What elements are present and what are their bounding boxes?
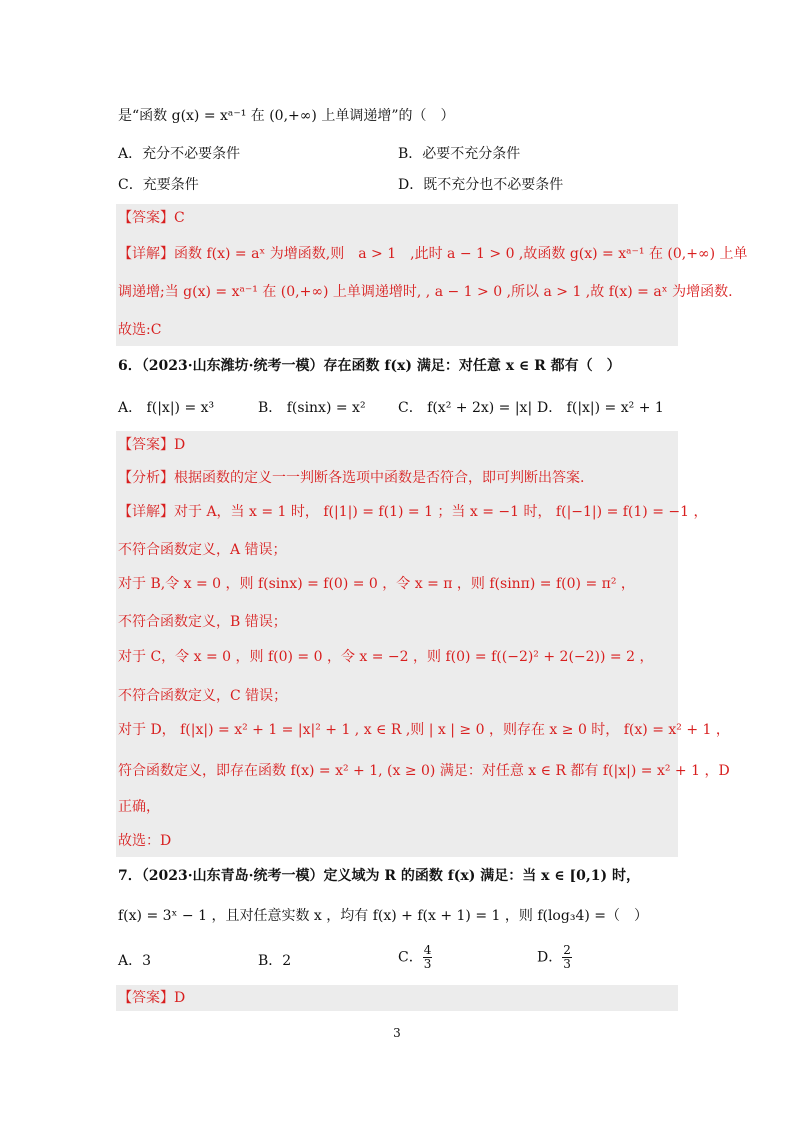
q7-option-c-prefix: C． [398,949,423,966]
q6-detail-line-5: 对于 C，令 x = 0 ，则 f(0) = 0 ，令 x = −2 ，则 f(0) = f((−2)² + 2(−2)) = 2 ， [118,649,654,665]
q6-option-c: C． f(x² + 2x) = |x| [398,400,533,416]
q6-detail-line-10: 故选：D [118,833,172,849]
q6-option-d: D． f(|x|) = x² + 1 [537,400,664,416]
q7-stem-text-1: 7．（2023·山东青岛·统考一模）定义域为 R 的函数 f(x) 满足：当 x ∈ [0,1) 时， [118,868,641,884]
q7-option-c-denominator: 3 [423,957,432,971]
q5-detail-line-1: 【详解】函数 f(x) = aˣ 为增函数,则 a > 1 ,此时 a − 1 > 0 ,故函数 g(x) = xᵃ⁻¹ 在 (0,+∞) 上单 [118,246,748,262]
q7-option-c-numerator: 4 [423,943,432,957]
q6-detail-line-3: 对于 B,令 x = 0 ，则 f(sinx) = f(0) = 0 ，令 x = π ，则 f(sinπ) = f(0) = π² ， [118,576,635,592]
q5-detail-line-3: 故选:C [118,322,162,338]
q5-answer: 【答案】C [118,210,185,226]
q7-option-d-numerator: 2 [563,943,571,957]
q7-option-c [398,944,432,971]
q7-stem-line-1 [118,866,640,886]
q7-solution-box [116,985,678,1011]
q7-answer: 【答案】D [118,990,186,1006]
q6-detail-line-6: 不符合函数定义，C 错误； [118,688,288,704]
q7-option-c-fraction [423,944,433,971]
q6-detail-line-8: 符合函数定义，即存在函数 f(x) = x² + 1, (x ≥ 0) 满足：对任意 x ∈ R 都有 f(|x|) = x² + 1 ，D [118,763,730,779]
q6-answer: 【答案】D [118,437,186,453]
q6-detail-line-7: 对于 D， f(|x|) = x² + 1 = |x|² + 1 , x ∈ R ,则 | x | ≥ 0 ，则存在 x ≥ 0 时， f(x) = x² + 1 ， [118,722,730,738]
q6-analysis: 【分析】根据函数的定义一一判断各选项中函数是否符合，即可判断出答案. [118,470,585,486]
q6-stem [118,356,621,376]
q5-option-d: D．既不充分也不必要条件 [398,177,564,193]
q7-stem-line-2: f(x) = 3ˣ − 1 ，且对任意实数 x ，均有 f(x) + f(x + 1) = 1 ，则 f(log₃4) =（ ） [118,908,648,924]
q5-stem-tail: 是“函数 g(x) = xᵃ⁻¹ 在 (0,+∞) 上单调递增”的（ ） [118,108,455,124]
q6-solution-box [116,431,678,857]
q7-option-a: A．3 [118,953,152,969]
q5-option-b: B．必要不充分条件 [398,146,521,162]
q6-option-a: A． f(|x|) = x³ [118,400,215,416]
q5-solution-box [116,204,678,346]
q6-detail-line-4: 不符合函数定义，B 错误； [118,614,287,630]
q6-detail-line-1: 【详解】对于 A，当 x = 1 时， f(|1|) = f(1) = 1 ；当 x = −1 时， f(|−1|) = f(1) = −1 ， [118,504,708,520]
page-number: 3 [393,1026,401,1040]
q6-option-b: B． f(sinx) = x² [258,400,366,416]
q7-option-d-denominator: 3 [563,957,571,971]
q5-option-a: A．充分不必要条件 [118,146,241,162]
q7-option-d-fraction [562,944,572,971]
q6-stem-text: 6．（2023·山东潍坊·统考一模）存在函数 f(x) 满足：对任意 x ∈ R 都有（ ） [118,358,621,374]
q7-option-d [537,944,572,971]
q7-option-d-prefix: D． [537,949,563,966]
q7-option-b: B．2 [258,953,292,969]
q6-detail-line-2: 不符合函数定义，A 错误； [118,542,287,558]
q6-detail-line-9: 正确， [118,799,160,815]
q5-detail-line-2: 调递增;当 g(x) = xᵃ⁻¹ 在 (0,+∞) 上单调递增时, , a − 1 > 0 ,所以 a > 1 ,故 f(x) = aˣ 为增函数. [118,284,733,300]
q5-option-c: C．充要条件 [118,177,199,193]
